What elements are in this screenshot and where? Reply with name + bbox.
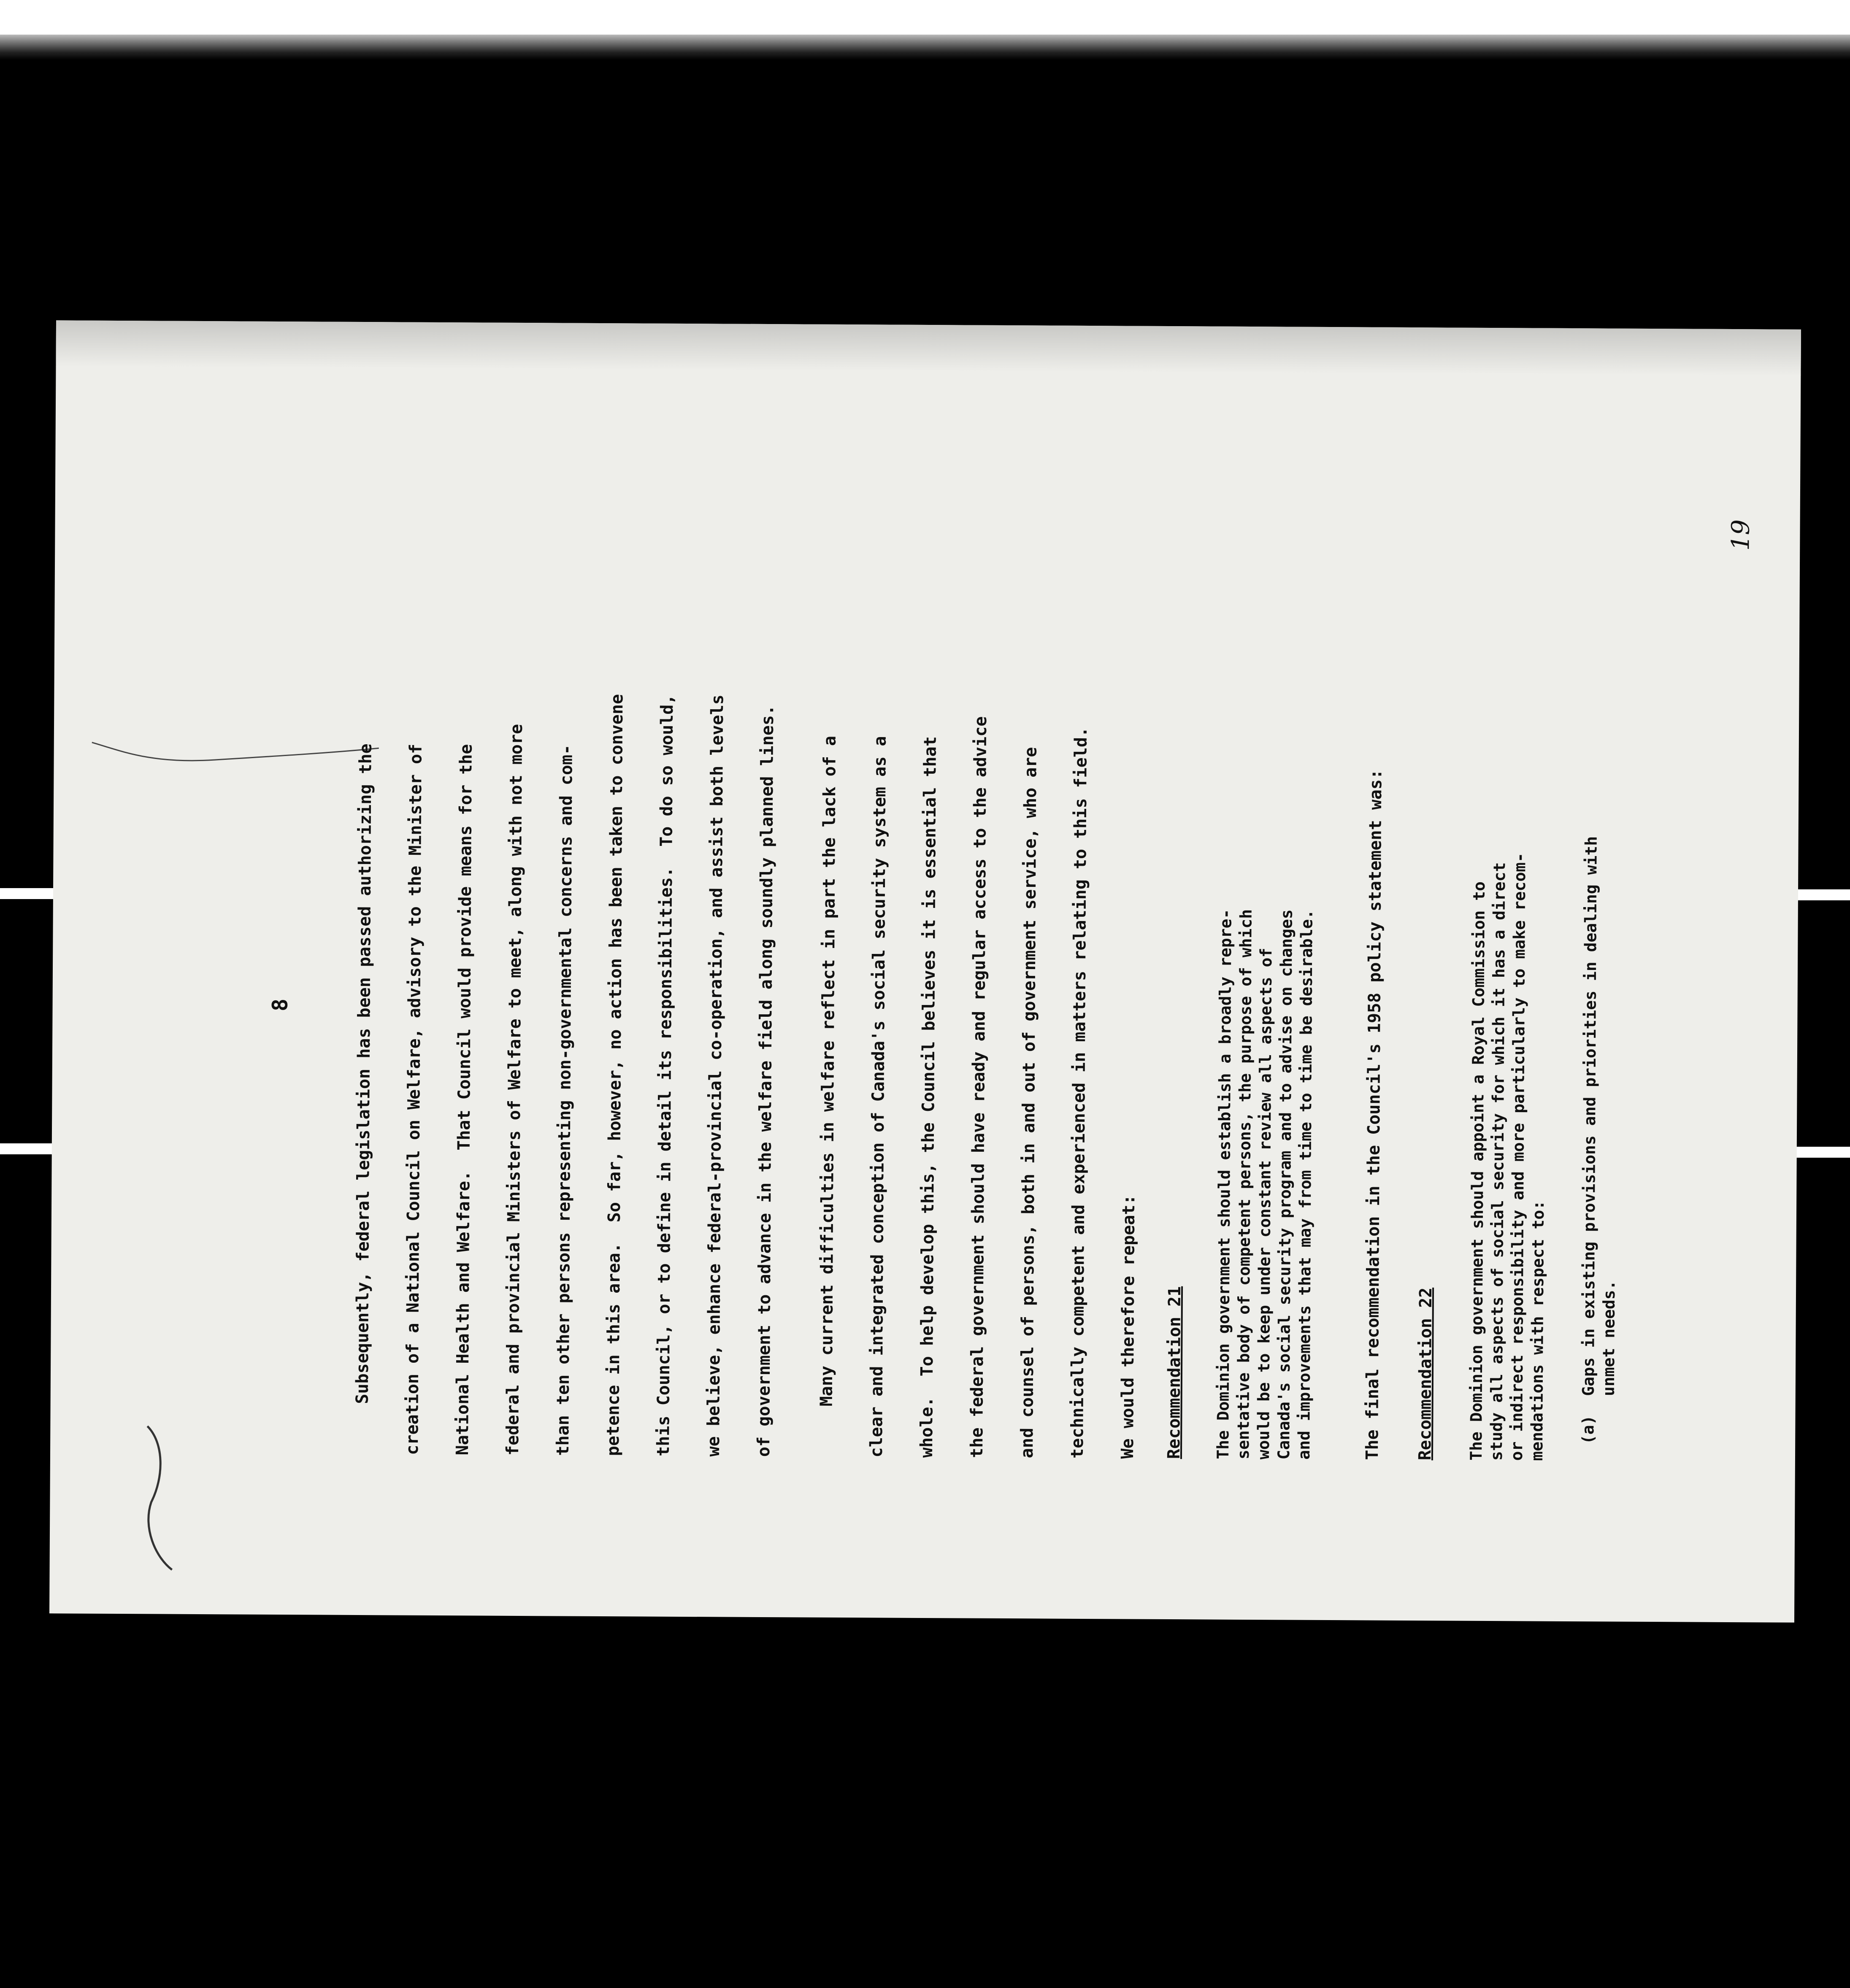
paragraph-national-council: Subsequently, federal legislation has been passed authorizing the creation of a National Council on Welfare, advisory to the Minister of National Health and Welfare. That Council would provide means for the federal and provincial Ministers of Welfare to meet, along with not more than ten other persons representing non-governmental concerns and com- petence in this area. So far, however, no action has been taken to convene this Council, or to define in detail its responsibilities. To do so would, we believe, enhance federal-provincial co-operation, and assist both levels of government to advance in the welfare field along soundly planned lines. (352, 694, 778, 1457)
film-bar-left-upper (0, 888, 57, 899)
recommendation-21-text: The Dominion government should establish a broadly repre- sentative body of competent persons, the purpose of which would be to keep under constant review all aspects of Canada's social security program and to advise on changes and improvements that may from time to time be desirable. (1213, 909, 1316, 1460)
recommendation-22-heading: Recommendation 22 (1415, 1287, 1436, 1461)
final-statement: The final recommendation in the Council's 1958 policy statement was: (1362, 769, 1386, 1460)
page-number: 8 (268, 998, 292, 1012)
recommendation-22-text: The Dominion government should appoint a Royal Commission to study all aspects of social security for which it has a direct or indirect responsibility and more particularly to make recom- mendations with respect to: (1466, 852, 1548, 1461)
film-strip-top (0, 0, 1850, 35)
film-strip-shadow (0, 35, 1850, 60)
rotated-page-content (49, 320, 1801, 1623)
handwritten-page-number: 19 (1726, 519, 1755, 551)
paragraph-current-difficulties: Many current difficulties in welfare reflect in part the lack of a clear and integrated conception of Canada's social security system as a whole. To help develop this, the Council believes it is essential that the federal government should have ready and regular access to the advice and counsel of persons, both in and out of government service, who are technically competent and experienced in matters relating to this field. We would therefore repeat: (816, 716, 1139, 1459)
recommendation-21-heading: Recommendation 21 (1164, 1286, 1185, 1459)
document-page (49, 320, 1801, 1623)
recommendation-22-item-a: (a) Gaps in existing provisions and priorities in dealing with unmet needs. (1579, 836, 1619, 1445)
film-bar-left-lower (0, 1143, 57, 1154)
